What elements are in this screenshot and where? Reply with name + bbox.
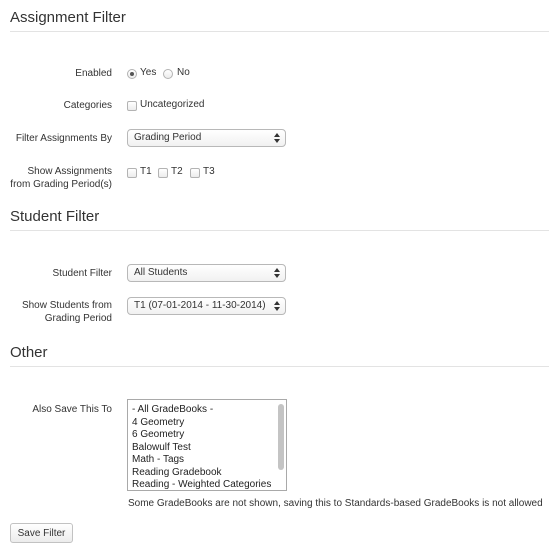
section-divider [10,230,549,231]
show-assignments-label-line2: from Grading Period(s) [10,179,112,190]
student-filter-value: All Students [134,267,188,278]
categories-label: Categories [63,100,112,111]
filter-assignments-by-label: Filter Assignments By [15,133,112,144]
show-students-label [22,299,112,325]
assignment-filter-heading: Assignment Filter [10,9,126,26]
t2-checkbox[interactable] [158,168,168,178]
gradebook-note: Some GradeBooks are not shown, saving this to Standards-based GradeBooks is not allowed [128,498,543,509]
student-filter-select[interactable] [127,264,286,282]
enabled-no-label[interactable]: No [177,67,190,78]
select-arrows-icon [274,133,280,143]
listbox-scrollbar[interactable] [278,404,284,470]
gradebook-list [128,400,286,491]
student-filter-label: Student Filter [52,268,112,279]
filter-assignments-by-value: Grading Period [134,132,202,143]
grading-period-value: T1 (07-01-2014 - 11-30-2014) [134,300,266,311]
enabled-yes-radio[interactable] [127,69,137,79]
t1-checkbox[interactable] [127,168,137,178]
show-students-label-line1: Show Students from [21,300,112,311]
t1-label[interactable]: T1 [140,166,152,177]
enabled-label: Enabled [75,68,112,79]
show-students-label-line2: Grading Period [44,313,112,324]
enabled-no-radio[interactable] [163,69,173,79]
list-item[interactable]: Balowulf Test [132,441,191,453]
list-item[interactable]: 4 Geometry [132,416,185,428]
filter-assignments-by-select[interactable] [127,129,286,147]
show-assignments-label [10,165,112,191]
uncategorized-checkbox[interactable] [127,101,137,111]
uncategorized-label[interactable]: Uncategorized [140,99,205,110]
list-item[interactable]: Math - Tags [132,454,185,465]
section-divider [10,366,549,367]
list-item[interactable]: - All GradeBooks - [132,404,214,415]
t3-label[interactable]: T3 [203,166,215,177]
select-arrows-icon [274,301,280,311]
list-item[interactable]: 6 Geometry [132,429,185,440]
show-assignments-label-line1: Show Assignments [27,166,112,177]
enabled-yes-label[interactable]: Yes [140,67,157,78]
list-item[interactable]: Reading - Weighted Categories [132,479,272,490]
also-save-label: Also Save This To [32,404,112,415]
also-save-listbox[interactable] [127,399,287,491]
student-filter-heading: Student Filter [10,208,100,225]
list-item[interactable]: Reading Gradebook [132,466,222,478]
t3-checkbox[interactable] [190,168,200,178]
grading-period-select[interactable] [127,297,286,315]
t2-label[interactable]: T2 [171,166,183,177]
section-divider [10,31,549,32]
other-heading: Other [10,344,48,361]
save-filter-button[interactable]: Save Filter [10,523,73,543]
select-arrows-icon [274,268,280,278]
radio-selected-icon [130,72,134,76]
